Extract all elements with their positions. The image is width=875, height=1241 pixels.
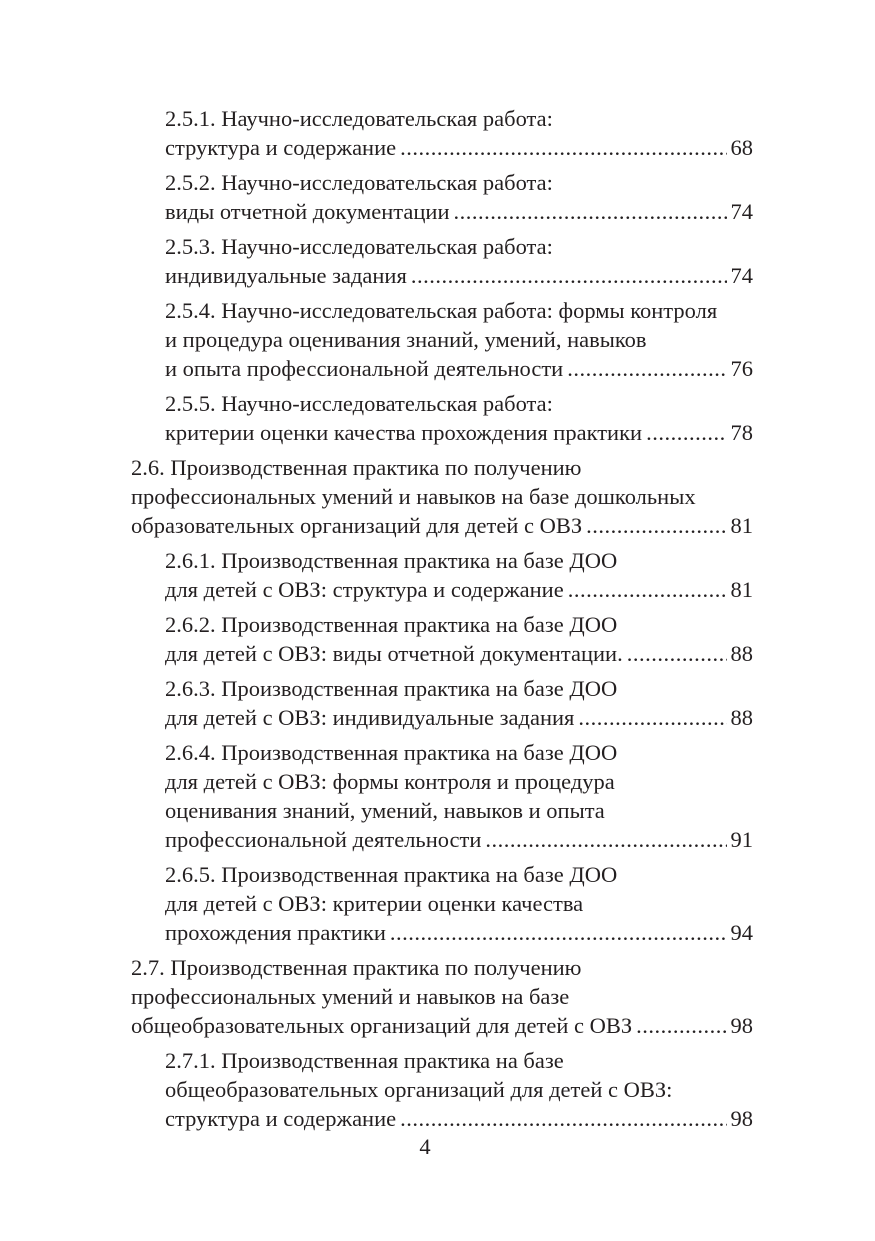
dot-leader (400, 1104, 726, 1133)
toc-entry[interactable] (131, 104, 753, 162)
toc-entry[interactable] (131, 674, 753, 732)
page-number: 4 (419, 1134, 431, 1159)
toc-entry-last-line (165, 703, 753, 732)
dot-leader (390, 918, 727, 947)
toc-entry[interactable] (131, 860, 753, 947)
toc-entry-line: 2.7.1. Производственная практика на базе (165, 1048, 564, 1073)
toc-entry-text: профессиональной деятельности (165, 827, 482, 852)
toc-entry[interactable] (131, 610, 753, 668)
toc-entry[interactable] (131, 296, 753, 383)
dot-leader (485, 825, 726, 854)
toc-entry-last-line (165, 261, 753, 290)
toc-page-number: 94 (730, 920, 753, 945)
toc-entry-text: индивидуальные задания (165, 263, 407, 288)
toc-entry-line: 2.5.1. Научно-исследовательская работа: (165, 106, 553, 131)
toc-entry[interactable] (131, 168, 753, 226)
toc-entry-last-line (165, 918, 753, 947)
toc-entry-line: 2.7. Производственная практика по получению (131, 955, 582, 980)
toc-entry-line: профессиональных умений и навыков на базе (131, 984, 570, 1009)
toc-page-number: 98 (730, 1013, 753, 1038)
toc-entry-line: 2.5.4. Научно-исследовательская работа: формы контроля (165, 298, 718, 323)
toc-entry-last-line (131, 1011, 753, 1040)
toc-entry-line: и процедура оценивания знаний, умений, навыков (165, 327, 647, 352)
dot-leader (411, 261, 727, 290)
dot-leader (627, 639, 727, 668)
toc-entry[interactable] (131, 1046, 753, 1133)
dot-leader (568, 575, 727, 604)
toc-entry[interactable] (131, 546, 753, 604)
toc-page-number: 88 (730, 705, 753, 730)
toc-page-number: 81 (730, 513, 753, 538)
toc-entry-line: профессиональных умений и навыков на базе дошкольных (131, 484, 696, 509)
toc-entry-line: 2.5.3. Научно-исследовательская работа: (165, 234, 553, 259)
toc-entry-last-line (131, 511, 753, 540)
toc-entry-line: оценивания знаний, умений, навыков и опыта (165, 798, 605, 823)
toc-entry-text: для детей с ОВЗ: индивидуальные задания (165, 705, 575, 730)
dot-leader (567, 354, 726, 383)
toc-entry-last-line (165, 354, 753, 383)
toc-page-number: 68 (730, 135, 753, 160)
dot-leader (453, 197, 726, 226)
toc-entry[interactable] (131, 389, 753, 447)
toc-entry-last-line (165, 575, 753, 604)
toc-entry-line: для детей с ОВЗ: критерии оценки качества (165, 891, 584, 916)
toc-entry-text: структура и содержание (165, 1106, 397, 1131)
toc-page-number: 74 (730, 199, 753, 224)
table-of-contents (131, 104, 753, 1139)
toc-entry-line: 2.6.2. Производственная практика на базе ДОО (165, 612, 618, 637)
dot-leader (586, 511, 726, 540)
toc-page-number: 74 (730, 263, 753, 288)
toc-entry-text: образовательных организаций для детей с ОВЗ (131, 513, 583, 538)
toc-entry-text: общеобразовательных организаций для детей с ОВЗ (131, 1013, 633, 1038)
dot-leader (578, 703, 726, 732)
toc-entry-line: 2.6.1. Производственная практика на базе ДОО (165, 548, 618, 573)
toc-entry-last-line (165, 639, 753, 668)
toc-entry-text: виды отчетной документации (165, 199, 450, 224)
toc-entry-last-line (165, 197, 753, 226)
toc-entry[interactable] (131, 738, 753, 854)
toc-page-number: 98 (730, 1106, 753, 1131)
toc-entry-line: 2.6.3. Производственная практика на базе ДОО (165, 676, 618, 701)
toc-entry-text: и опыта профессиональной деятельности (165, 356, 564, 381)
toc-entry-last-line (165, 418, 753, 447)
toc-entry-line: 2.6.5. Производственная практика на базе ДОО (165, 862, 618, 887)
toc-entry-line: общеобразовательных организаций для детей с ОВЗ: (165, 1077, 673, 1102)
toc-page-number: 91 (730, 827, 753, 852)
toc-page-number: 88 (730, 641, 753, 666)
toc-entry-line: 2.6.4. Производственная практика на базе ДОО (165, 740, 618, 765)
toc-page-number: 78 (730, 420, 753, 445)
toc-page-number: 76 (730, 356, 753, 381)
toc-entry-text: для детей с ОВЗ: виды отчетной документации. (165, 641, 623, 666)
dot-leader (646, 418, 726, 447)
toc-entry[interactable] (131, 953, 753, 1040)
toc-entry-text: критерии оценки качества прохождения практики (165, 420, 643, 445)
toc-entry-line: 2.6. Производственная практика по получению (131, 455, 582, 480)
toc-page-number: 81 (730, 577, 753, 602)
toc-entry-last-line (165, 825, 753, 854)
toc-entry[interactable] (131, 453, 753, 540)
toc-entry-last-line (165, 1104, 753, 1133)
toc-entry-text: для детей с ОВЗ: структура и содержание (165, 577, 564, 602)
dot-leader (400, 133, 726, 162)
toc-entry-last-line (165, 133, 753, 162)
toc-entry-line: 2.5.5. Научно-исследовательская работа: (165, 391, 553, 416)
toc-entry-line: 2.5.2. Научно-исследовательская работа: (165, 170, 553, 195)
toc-entry-text: структура и содержание (165, 135, 397, 160)
toc-entry-text: прохождения практики (165, 920, 386, 945)
dot-leader (636, 1011, 726, 1040)
toc-entry-line: для детей с ОВЗ: формы контроля и процедура (165, 769, 615, 794)
toc-entry[interactable] (131, 232, 753, 290)
